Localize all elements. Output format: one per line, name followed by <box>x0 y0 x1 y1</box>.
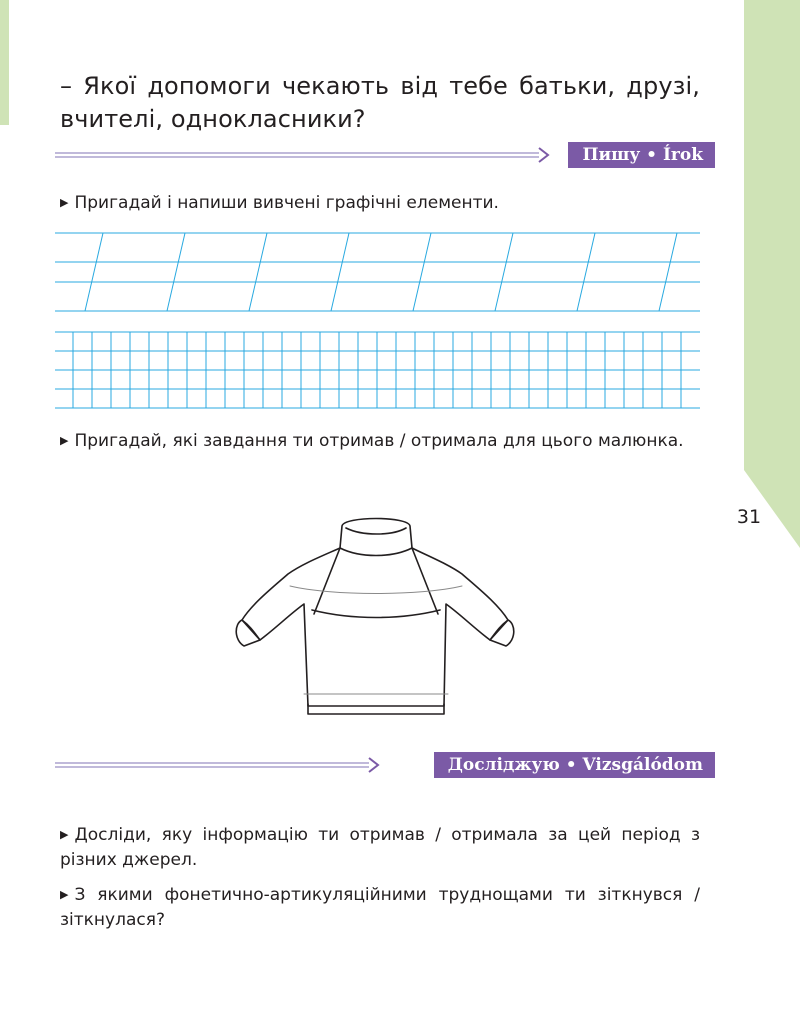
section-title-research: Досліджую • Vizsgálódom <box>434 752 715 778</box>
task-item <box>60 822 700 873</box>
task-item <box>60 428 700 454</box>
task-text: Пригадай, які завдання ти отримав / отримала для цього малюнка. <box>74 431 684 451</box>
section-banner-write <box>55 142 715 168</box>
task-text: Пригадай і напиши вивчені графічні елементи. <box>74 193 499 213</box>
task-item <box>60 882 700 933</box>
green-tab-decoration <box>0 0 9 125</box>
sweater-illustration <box>232 516 522 724</box>
section-title-write: Пишу • Írok <box>568 142 715 168</box>
task-item <box>60 190 700 216</box>
question-text: – Якої допомоги чекають від тебе батьки, друзі, вчителі, однокласники? <box>60 72 700 133</box>
page-number: 31 <box>736 506 762 528</box>
bullet-triangle-icon: ▶ <box>60 828 69 841</box>
handwriting-grid <box>55 230 700 414</box>
bullet-triangle-icon: ▶ <box>60 888 69 901</box>
task-text: З якими фонетично-артикуляційними труднощами ти зіткнувся / зіткнулася? <box>60 885 700 930</box>
section-banner-research <box>55 752 715 778</box>
task-text: Досліди, яку інформацію ти отримав / отримала за цей період з різних джерел. <box>60 825 700 870</box>
bullet-triangle-icon: ▶ <box>60 196 69 209</box>
bullet-triangle-icon: ▶ <box>60 434 69 447</box>
